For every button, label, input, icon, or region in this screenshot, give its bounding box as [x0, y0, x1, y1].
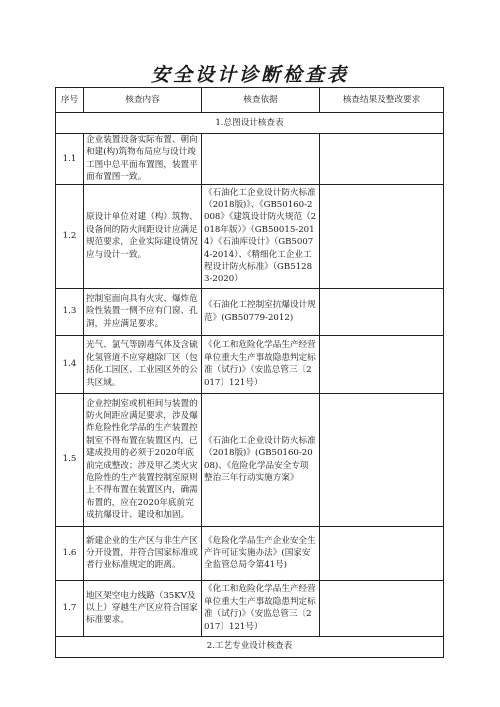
row-result	[320, 134, 444, 185]
row-result	[320, 393, 444, 526]
checklist-table	[55, 87, 444, 658]
row-basis: 《危险化学品生产企业安全生产许可证实施办法》(国家安全监管总局令第41号)	[202, 526, 320, 580]
row-result	[320, 526, 444, 580]
row-basis: 《石油化工企业设计防火标准（2018版)》(GB50160-2008)、《危险化学品安全专项整治三年行动实施方案》	[202, 393, 320, 526]
row-content: 企业装置设备实际布置、朝向和建(构)筑物布局应与设计竣工图中总平面布置图，装置平面布置图一致。	[84, 134, 202, 185]
row-content: 新建企业的生产区与非生产区分开设置，并符合国家标准或者行业标准规定的距离。	[84, 526, 202, 580]
page-title: 安全设计诊断检查表	[150, 64, 349, 86]
section-row	[56, 113, 444, 134]
header-basis: 核查依据	[202, 88, 320, 113]
row-content: 企业控制室或机柜间与装置的防火间距应满足要求，涉及爆炸危险性化学品的生产装置控制室不得布置在装置区内，已建成投用的必须于2020年底前完成整改；涉及甲乙类火灾危险性的生产装置控制室原则上不得布置在装置区内，确需布置的，应在2020年底前完成抗爆设计、建设和加固。	[84, 393, 202, 526]
row-result	[320, 184, 444, 288]
header-result: 核查结果及整改要求	[320, 88, 444, 113]
section-row	[56, 636, 444, 657]
row-number: 1.6	[56, 526, 84, 580]
row-number: 1.4	[56, 335, 84, 393]
row-content: 光气、氯气等剧毒气体及含硫化氢管道不应穿越除厂区（包括化工园区、工业园区外的公共区域。	[84, 335, 202, 393]
header-no: 序号	[56, 88, 84, 113]
row-number: 1.2	[56, 184, 84, 288]
row-number: 1.7	[56, 580, 84, 636]
header-row	[56, 88, 444, 113]
row-number: 1.1	[56, 134, 84, 185]
section-title: 1.总图设计核查表	[56, 113, 444, 134]
row-basis: 《石油化工企业设计防火标准（2018版)》、《GB50160-2008》《建筑设计防火规范（2018年版）》（GB50015-2014）《石油库设计》（GB50074-2014）、《精细化工企业工程设计防火标准》（GB51283-2020）	[202, 184, 320, 288]
table-row	[56, 580, 444, 636]
row-number: 1.3	[56, 288, 84, 335]
table-row	[56, 134, 444, 185]
header-content: 核查内容	[84, 88, 202, 113]
table-row	[56, 335, 444, 393]
row-number: 1.5	[56, 393, 84, 526]
table-row	[56, 288, 444, 335]
row-content: 原设计单位对建（构）筑物、设备间的防火间距设计应满足规范要求，企业实际建设情况应与设计一致。	[84, 184, 202, 288]
row-result	[320, 288, 444, 335]
table-row	[56, 184, 444, 288]
row-result	[320, 580, 444, 636]
row-basis	[202, 134, 320, 185]
table-row	[56, 526, 444, 580]
row-basis: 《化工和危险化学品生产经营单位重大生产事故隐患判定标准（试行)》（安监总管三〔2017〕121号）	[202, 335, 320, 393]
row-basis: 《化工和危险化学品生产经营单位重大生产事故隐患判定标准（试行)》（安监总管三〔2017〕121号）	[202, 580, 320, 636]
section-title: 2.工艺专业设计核查表	[56, 636, 444, 657]
table-row	[56, 393, 444, 526]
row-content: 地区架空电力线路（35KV及以上）穿越生产区应符合国家标准要求。	[84, 580, 202, 636]
row-basis: 《石油化工控制室抗爆设计规范》(GB50779-2012)	[202, 288, 320, 335]
row-content: 控制室面向具有火灾、爆炸危险性装置一侧不应有门窗、孔洞，并应满足要求。	[84, 288, 202, 335]
row-result	[320, 335, 444, 393]
